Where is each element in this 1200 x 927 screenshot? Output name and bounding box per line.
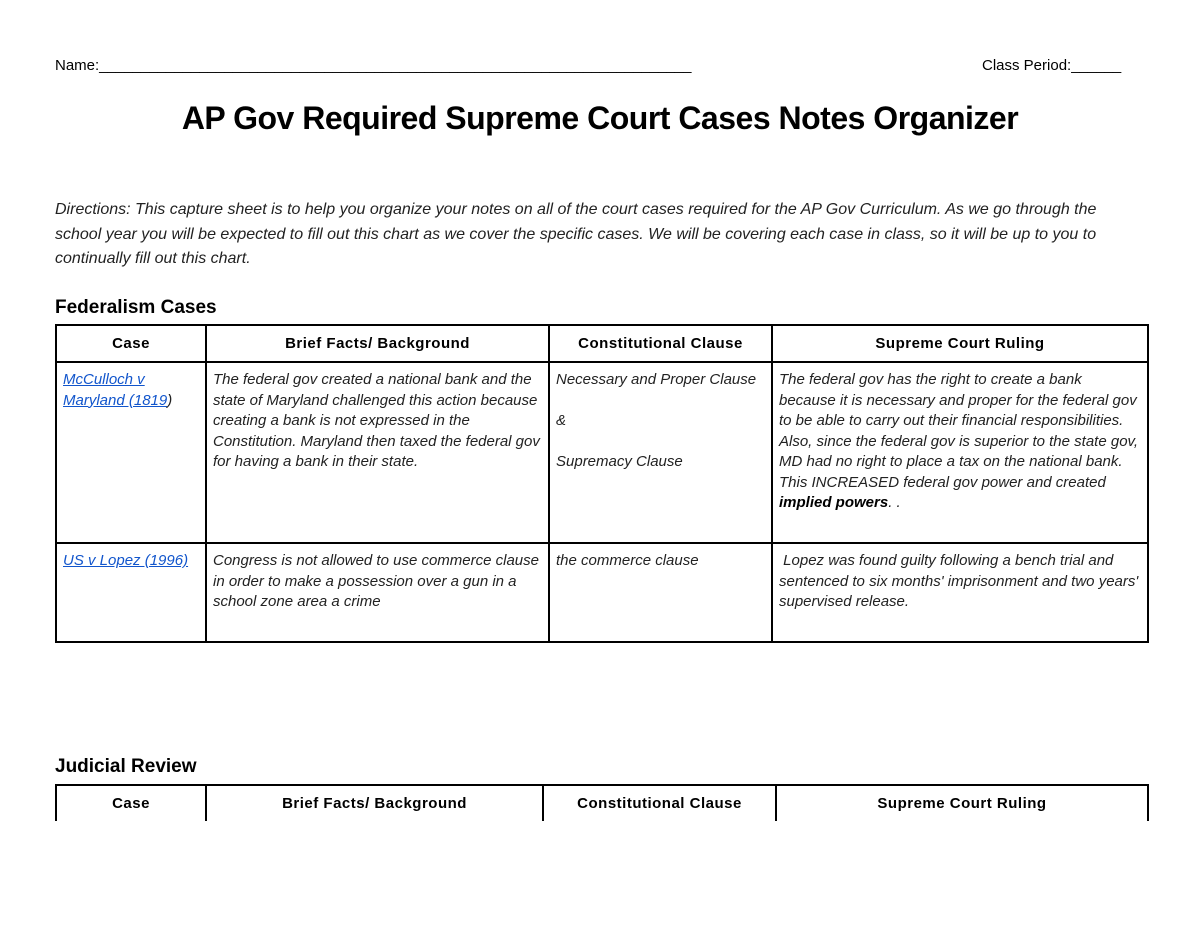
column-header-case: Case [56, 785, 206, 821]
ruling-end: . . [888, 494, 901, 511]
table-header-row [56, 785, 1148, 821]
clause-cell [549, 362, 772, 543]
clause-ampersand: & [556, 412, 567, 429]
clause-cell: the commerce clause [549, 543, 772, 642]
class-period-field[interactable]: Class Period:______ [982, 57, 1122, 74]
facts-cell: Congress is not allowed to use commerce clause in order to make a possession over a gun in a school zone area a crime [206, 543, 549, 642]
column-header-ruling: Supreme Court Ruling [772, 325, 1148, 362]
page-title: AP Gov Required Supreme Court Cases Notes Organizer [181, 100, 1019, 136]
column-header-facts: Brief Facts/ Background [206, 785, 543, 821]
case-suffix: ) [167, 391, 173, 409]
judicial-review-table [55, 784, 1149, 821]
column-header-case: Case [56, 325, 206, 362]
case-cell [56, 362, 206, 543]
ruling-bold-text: implied powers [779, 494, 889, 511]
column-header-clause: Constitutional Clause [549, 325, 772, 362]
column-header-ruling: Supreme Court Ruling [776, 785, 1148, 821]
table-row [56, 543, 1148, 642]
case-cell [56, 543, 206, 642]
ruling-cell [772, 362, 1148, 543]
table-row [56, 362, 1148, 543]
clause-necessary-proper: Necessary and Proper Clause [556, 371, 757, 388]
name-field[interactable]: Name:_______________________________________________________________________ [55, 57, 692, 74]
case-link-lopez[interactable]: US v Lopez (1996) [63, 552, 189, 569]
ruling-cell: Lopez was found guilty following a bench trial and sentenced to six months' imprisonment and two years' supervised release. [772, 543, 1148, 642]
judicial-review-heading: Judicial Review [55, 756, 197, 777]
ruling-text: The federal gov has the right to create a bank because it is necessary and proper for the federal gov to be able to carry out their financial responsibilities. Also, since the federal gov is superior to the state gov, MD had no right to place a tax on the national bank. This INCREASED federal gov power and created [779, 371, 1139, 491]
clause-supremacy: Supremacy Clause [556, 453, 683, 470]
federalism-heading: Federalism Cases [55, 297, 217, 318]
column-header-facts: Brief Facts/ Background [206, 325, 549, 362]
column-header-clause: Constitutional Clause [543, 785, 776, 821]
directions-text: Directions: This capture sheet is to help you organize your notes on all of the court cases required for the AP Gov Curriculum. As we go through the school year you will be expected to fill out this chart as we cover the specific cases. We will be covering each case in class, so it will be up to you to continually fill out this chart. [55, 201, 1097, 267]
facts-cell: The federal gov created a national bank and the state of Maryland challenged this action because creating a bank is not expressed in the Constitution. Maryland then taxed the federal gov for having a bank in their state. [206, 362, 549, 543]
federalism-table [55, 324, 1149, 643]
table-header-row [56, 325, 1148, 362]
case-link-mcculloch[interactable]: McCulloch v Maryland (1819 [63, 371, 168, 409]
